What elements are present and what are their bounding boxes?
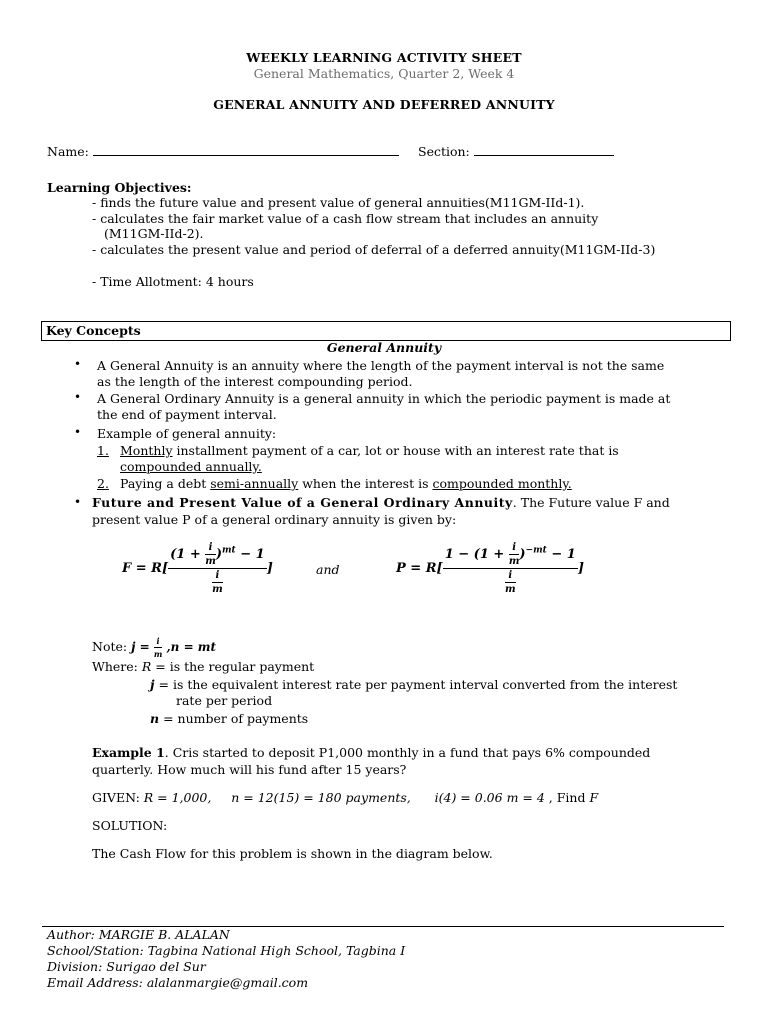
and-text: and [316,562,340,577]
where-j: j = is the equivalent interest rate per payment interval converted from the interest [150,677,678,692]
given-line: GIVEN: R = 1,000, n = 12(15) = 180 payments, i(4) = 0.06 m = 4 , Find F [92,790,599,805]
key-concepts-box [41,321,731,341]
example-1-line-1 [120,443,619,458]
example-1-text-2: quarterly. How much will his fund after 15 years? [92,762,407,777]
name-label: Name: [47,144,89,159]
objective-2: - calculates the fair market value of a cash flow stream that includes an annuity [92,211,599,226]
topic-title: GENERAL ANNUITY AND DEFERRED ANNUITY [213,97,555,112]
footer-school: School/Station: Tagbina National High School, Tagbina I [47,943,406,958]
key-concepts-heading: Key Concepts [46,323,141,338]
bullet-4-line-1 [92,495,670,510]
objective-2-code: (M11GM-IId-2). [104,226,204,241]
example-1-number: 1. [97,443,109,458]
example-1-text: Example 1. Cris started to deposit P1,000 monthly in a fund that pays 6% compounded [92,745,651,760]
cashflow-text: The Cash Flow for this problem is shown in the diagram below. [92,846,493,861]
solution-label: SOLUTION: [92,818,168,833]
semi-annually-text: semi-annually [210,476,299,491]
fpv-heading: Future and Present Value of a General Ordinary Annuity [92,495,513,510]
example-1-line-2: compounded annually. [120,459,262,474]
example-2-a: Paying a debt [120,476,211,491]
time-allotment: - Time Allotment: 4 hours [92,274,254,289]
section-blank[interactable] [474,144,614,156]
bullet-icon: • [74,425,82,439]
objective-3: - calculates the present value and period of deferral of a deferred annuity(M11GM-IId-3) [92,242,656,257]
bullet-2-line-1: A General Ordinary Annuity is a general annuity in which the periodic payment is made at [97,391,671,406]
sheet-subtitle: General Mathematics, Quarter 2, Week 4 [253,66,515,81]
bullet-icon: • [74,390,82,404]
bullet-1-line-1: A General Annuity is an annuity where the length of the payment interval is not the same [97,358,665,373]
bullet-icon: • [74,495,82,509]
name-blank[interactable] [93,144,399,156]
footer-email: Email Address: alalanmargie@gmail.com [47,975,309,990]
future-value-formula: F = R[ (1 + $\frac{i}{m}$ )$^{mt}$ − 1 $\frac{i}{m}$ ] [122,542,273,595]
example-2-line [120,476,572,491]
where-n: n = number of payments [150,711,309,726]
section-label: Section: [418,144,470,159]
name-field[interactable] [47,144,399,159]
compounded-monthly-text: compounded monthly. [432,476,572,491]
note-line: Note: j = $\frac{i}{m}$ ,n = mt [92,636,217,659]
bullet-icon: • [74,357,82,371]
example-2-b: when the interest is [298,476,433,491]
example-1-rest: installment payment of a car, lot or house with an interest rate that is [172,443,619,458]
sheet-title: WEEKLY LEARNING ACTIVITY SHEET [246,50,522,65]
bullet-2-line-2: the end of payment interval. [97,407,277,422]
bullet-3: Example of general annuity: [97,426,277,441]
footer-division: Division: Surigao del Sur [47,959,206,974]
bullet-4-line-2: present value P of a general ordinary annuity is given by: [92,512,457,527]
monthly-text: Monthly [120,443,173,458]
general-annuity-subheading: General Annuity [326,340,442,355]
bullet-1-line-2: as the length of the interest compounding period. [97,374,413,389]
example-2-number: 2. [97,476,109,491]
where-j-2: rate per period [176,693,273,708]
objective-1: - finds the future value and present value of general annuities(M11GM-IId-1). [92,195,585,210]
section-field[interactable] [418,144,614,159]
where-R: Where: R = is the regular payment [92,659,315,674]
footer-author: Author: MARGIE B. ALALAN [47,927,230,942]
present-value-formula: P = R[ 1 − (1 + $\frac{i}{m}$ )$^{-mt}$ − 1 $\frac{i}{m}$ ] [396,542,584,595]
objectives-heading: Learning Objectives: [47,180,192,195]
fpv-rest: . The Future value F and [512,495,670,510]
